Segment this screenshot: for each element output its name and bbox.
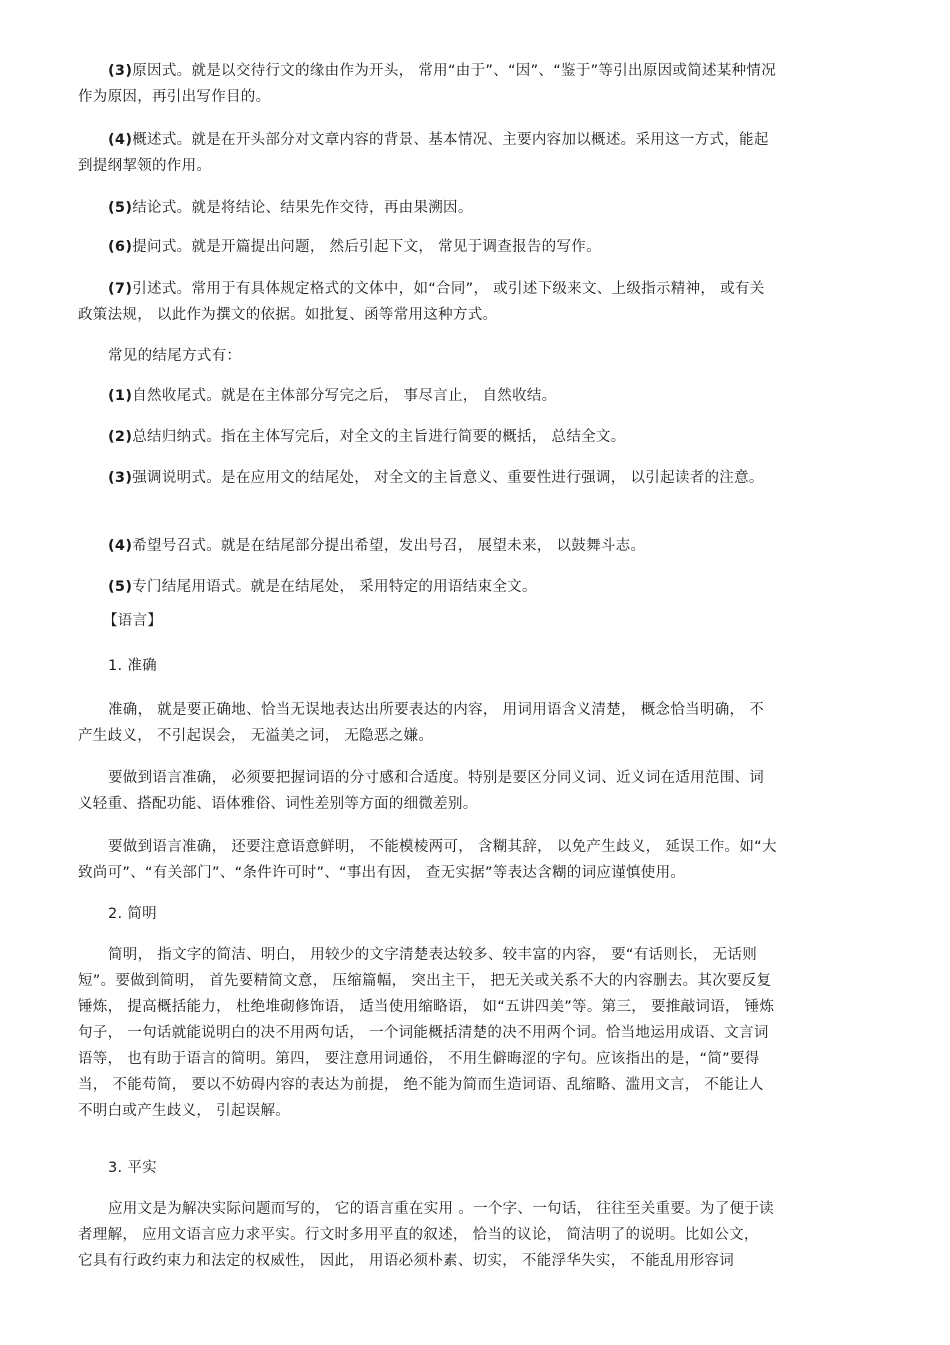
item-text: 强调说明式。是在应用文的结尾处， 对全文的主旨意义、重要性进行强调， 以引起读者的注意。	[132, 470, 764, 486]
heading-accurate: 1. 准确	[108, 658, 157, 674]
item-number: (3)	[108, 470, 133, 486]
item-text: 原因式。就是以交待行文的缘由作为开头， 常用“由于”、“因”、“鉴于”等引出原因或简述某种情况作为原因，再引出写作目的。	[78, 63, 777, 105]
item-number: (7)	[108, 281, 133, 297]
opening-method-7	[78, 276, 778, 328]
heading-plain: 3. 平实	[108, 1160, 157, 1176]
item-number: (5)	[108, 579, 133, 595]
item-text: 概述式。就是在开头部分对文章内容的背景、基本情况、主要内容加以概述。采用这一方式，能起到提纲挈领的作用。	[78, 132, 769, 174]
ending-method-2	[78, 424, 778, 450]
paragraph-accurate-definition: 准确， 就是要正确地、恰当无误地表达出所要表达的内容， 用词用语含义清楚， 概念恰当明确， 不产生歧义， 不引起误会， 无溢美之词， 无隐恶之嫌。	[78, 702, 765, 744]
item-number: (6)	[108, 239, 133, 255]
opening-method-5	[78, 195, 778, 221]
section-title-language: 【语言】	[103, 613, 163, 629]
paragraph-accurate-words: 要做到语言准确， 必须要把握词语的分寸感和合适度。特别是要区分同义词、近义词在适用范围、词义轻重、搭配功能、语体雅俗、词性差别等方面的细微差别。	[78, 770, 765, 812]
ending-method-1	[78, 383, 778, 409]
item-text: 提问式。就是开篇提出问题， 然后引起下文， 常见于调查报告的写作。	[132, 239, 601, 255]
item-number: (2)	[108, 429, 133, 445]
item-text: 自然收尾式。就是在主体部分写完之后， 事尽言止， 自然收结。	[132, 388, 557, 404]
heading-concise: 2. 简明	[108, 906, 157, 922]
opening-method-3	[78, 58, 778, 110]
ending-methods-intro: 常见的结尾方式有：	[108, 348, 242, 364]
item-number: (4)	[108, 538, 133, 554]
item-number: (5)	[108, 200, 133, 216]
opening-method-6	[78, 234, 778, 260]
item-text: 总结归纳式。指在主体写完后，对全文的主旨进行简要的概括， 总结全文。	[132, 429, 626, 445]
ending-method-3	[78, 465, 778, 491]
ending-method-5	[78, 574, 778, 600]
ending-method-4	[78, 533, 778, 559]
paragraph-concise: 简明， 指文字的简洁、明白， 用较少的文字清楚表达较多、较丰富的内容， 要“有话则长， 无话则短”。要做到简明， 首先要精简文意， 压缩篇幅， 突出主干， 把无关或关系不大的内容删去。其次要反复锤炼， 提高概括能力， 杜绝堆砌修饰语， 适当使用缩略语， 如“五讲四美”等。第三， 要推敲词语， 锤炼句子， 一句话就能说明白的决不用两句话， 一个词能概括清楚的决不用两个词。恰当地运用成语、文言词语等， 也有助于语言的简明。第四， 要注意用词通俗， 不用生僻晦涩的字句。应该指出的是，“简”要得当， 不能苟简， 要以不妨碍内容的表达为前提， 绝不能为简而生造词语、乱缩略、滥用文言， 不能让人不明白或产生歧义， 引起误解。	[78, 947, 775, 1119]
paragraph-accurate-clarity: 要做到语言准确， 还要注意语意鲜明， 不能模棱两可， 含糊其辞， 以免产生歧义， 延误工作。如“大致尚可”、“有关部门”、“条件许可时”、“事出有因， 查无实据”等表达含糊的词应谨慎使用。	[78, 839, 777, 881]
item-number: (3)	[108, 63, 133, 79]
item-number: (4)	[108, 132, 133, 148]
opening-method-4	[78, 127, 778, 179]
item-number: (1)	[108, 388, 133, 404]
paragraph-plain: 应用文是为解决实际问题而写的， 它的语言重在实用 。一个字、一句话， 往往至关重要。为了便于读者理解， 应用文语言应力求平实。行文时多用平直的叙述， 恰当的议论， 简洁明了的说明。比如公文， 它具有行政约束力和法定的权威性， 因此， 用语必须朴素、切实， 不能浮华失实， 不能乱用形容词	[78, 1201, 774, 1269]
item-text: 结论式。就是将结论、结果先作交待，再由果溯因。	[132, 200, 473, 216]
item-text: 希望号召式。就是在结尾部分提出希望，发出号召， 展望未来， 以鼓舞斗志。	[132, 538, 646, 554]
item-text: 专门结尾用语式。就是在结尾处， 采用特定的用语结束全文。	[132, 579, 537, 595]
item-text: 引述式。常用于有具体规定格式的文体中，如“合同”， 或引述下级来文、上级指示精神， 或有关政策法规， 以此作为撰文的依据。如批复、函等常用这种方式。	[78, 281, 765, 323]
